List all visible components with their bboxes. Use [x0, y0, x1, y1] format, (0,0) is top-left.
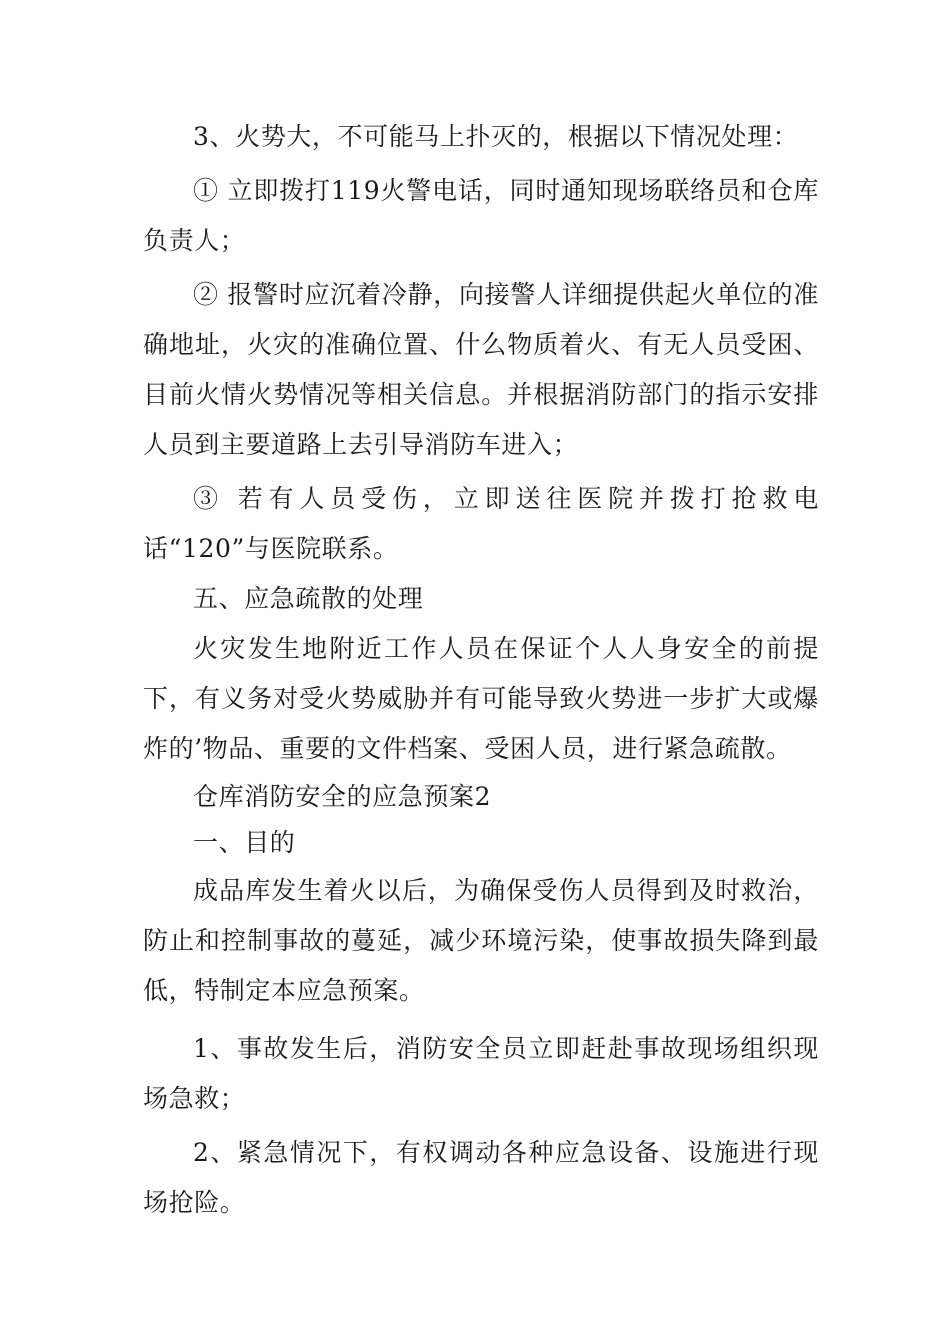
paragraph-fire-large-heading: 3、火势大，不可能马上扑灭的，根据以下情况处理： [193, 122, 799, 151]
paragraph-evacuation-duty: 火灾发生地附近工作人员在保证个人人身安全的前提下，有义务对受火势威胁并有可能导致火势进一步扩大或爆炸的’物品、重要的文件档案、受困人员，进行紧急疏散。 [143, 634, 819, 763]
paragraph-call-119: ① 立即拨打119火警电话，同时通知现场联络员和仓库负责人； [143, 176, 819, 255]
document-body [143, 112, 819, 1228]
paragraph-item-1: 1、事故发生后，消防安全员立即赶赴事故现场组织现场急救； [143, 1034, 819, 1113]
section-title-plan-2: 仓库消防安全的应急预案2 [193, 782, 492, 811]
paragraph-injured-call-120: ③ 若有人员受伤，立即送往医院并拨打抢救电话“120”与医院联系。 [143, 484, 819, 563]
paragraph-purpose: 成品库发生着火以后，为确保受伤人员得到及时救治，防止和控制事故的蔓延，减少环境污染，使事故损失降到最低，特制定本应急预案。 [143, 876, 819, 1005]
paragraph-item-2: 2、紧急情况下，有权调动各种应急设备、设施进行现场抢险。 [143, 1138, 819, 1217]
section-heading-purpose: 一、目的 [193, 828, 296, 857]
paragraph-report-calmly: ② 报警时应沉着冷静，向接警人详细提供起火单位的准确地址，火灾的准确位置、什么物质着火、有无人员受困、目前火情火势情况等相关信息。并根据消防部门的指示安排人员到主要道路上去引导消防车进入； [143, 280, 819, 459]
section-heading-evacuation: 五、应急疏散的处理 [193, 584, 424, 613]
